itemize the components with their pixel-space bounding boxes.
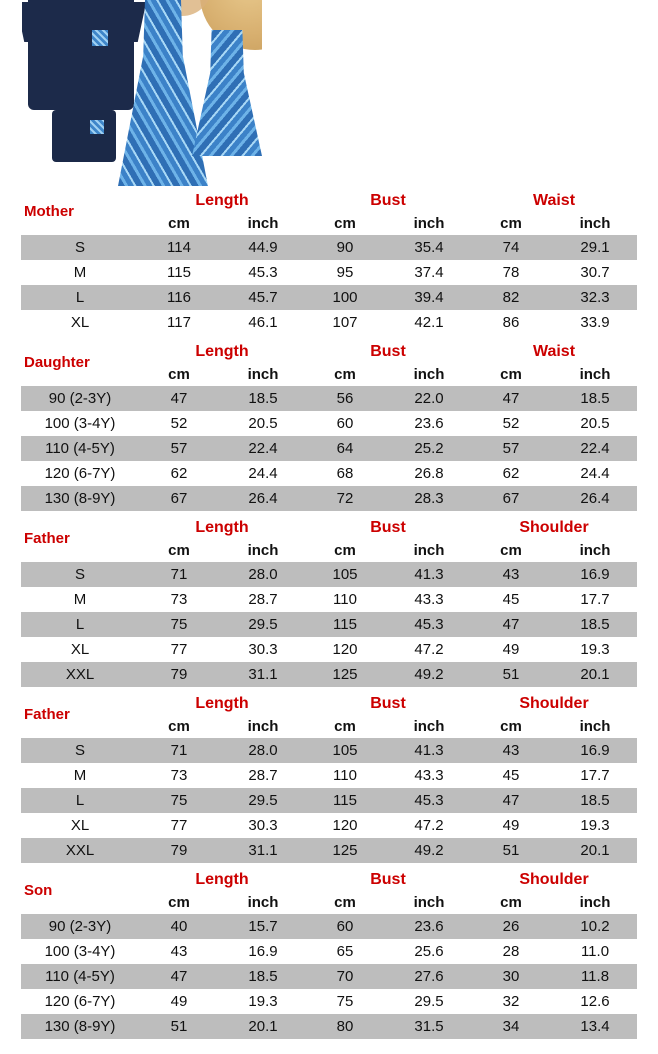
unit-header: inch — [413, 542, 445, 559]
measure-value: 42.1 — [414, 314, 444, 331]
size-label: L — [75, 792, 85, 809]
section-group-header — [0, 692, 658, 723]
measure-value: 24.4 — [580, 465, 610, 482]
section-title: Son — [24, 882, 53, 899]
measure-value: 29.5 — [248, 792, 278, 809]
measure-value: 35.4 — [414, 239, 444, 256]
measure-value: 116 — [167, 289, 191, 306]
measure-value: 95 — [336, 264, 354, 281]
tshirt-sleeve-right — [116, 2, 147, 42]
section-group-header — [0, 868, 658, 899]
measure-value: 11.8 — [580, 968, 610, 985]
section-group-header — [0, 189, 658, 220]
unit-header: cm — [168, 366, 190, 383]
measure-value: 25.6 — [414, 943, 444, 960]
measure-value: 41.3 — [414, 566, 444, 583]
measure-value: 120 — [332, 641, 358, 658]
measure-value: 29.5 — [248, 616, 278, 633]
unit-header: cm — [334, 542, 356, 559]
size-row — [21, 989, 637, 1014]
measure-value: 115 — [333, 792, 357, 809]
size-label: XL — [70, 641, 90, 658]
measure-value: 65 — [336, 943, 354, 960]
measure-value: 28.0 — [248, 742, 278, 759]
measure-value: 74 — [502, 239, 520, 256]
measure-value: 11.0 — [580, 943, 610, 960]
measure-value: 47.2 — [414, 817, 444, 834]
measure-value: 90 — [336, 239, 354, 256]
measure-value: 100 — [332, 289, 358, 306]
measure-value: 86 — [502, 314, 520, 331]
measure-value: 47 — [502, 792, 520, 809]
measure-value: 17.7 — [580, 591, 610, 608]
unit-header: cm — [500, 215, 522, 232]
measure-value: 51 — [502, 842, 520, 859]
son-tshirt-shape — [52, 110, 116, 162]
measure-value: 28.7 — [248, 767, 278, 784]
measure-value: 45 — [502, 591, 520, 608]
measure-value: 19.3 — [580, 641, 610, 658]
tshirt-pocket — [92, 30, 108, 46]
unit-header: inch — [579, 215, 611, 232]
size-row — [21, 386, 637, 411]
size-row — [21, 637, 637, 662]
measure-value: 23.6 — [414, 415, 444, 432]
size-label: M — [73, 264, 87, 281]
unit-header: inch — [579, 718, 611, 735]
size-section-0 — [0, 189, 658, 340]
measure-value: 26 — [502, 918, 520, 935]
measure-value: 18.5 — [580, 390, 610, 407]
measure-value: 43.3 — [414, 591, 444, 608]
measure-group-header: Shoulder — [519, 871, 589, 888]
size-row — [21, 813, 637, 838]
measure-value: 30.3 — [248, 641, 278, 658]
size-row — [21, 612, 637, 637]
measure-value: 79 — [170, 666, 188, 683]
size-label: 110 (4-5Y) — [45, 440, 115, 457]
measure-value: 110 — [333, 767, 357, 784]
measure-value: 75 — [170, 616, 188, 633]
measure-value: 32.3 — [580, 289, 610, 306]
measure-value: 34 — [502, 1018, 520, 1035]
size-section-4 — [0, 868, 658, 1044]
size-label: XL — [70, 817, 90, 834]
unit-header: cm — [168, 542, 190, 559]
measure-value: 79 — [170, 842, 188, 859]
unit-header: inch — [413, 718, 445, 735]
measure-value: 73 — [170, 591, 188, 608]
measure-group-header: Length — [195, 519, 249, 536]
measure-value: 52 — [502, 415, 520, 432]
measure-value: 45.3 — [414, 792, 444, 809]
size-row — [21, 838, 637, 863]
measure-value: 105 — [332, 742, 358, 759]
size-label: S — [74, 566, 85, 583]
unit-header: inch — [579, 542, 611, 559]
measure-value: 20.1 — [580, 666, 610, 683]
measure-value: 80 — [336, 1018, 354, 1035]
measure-value: 20.5 — [580, 415, 610, 432]
measure-value: 71 — [170, 742, 188, 759]
measure-value: 115 — [167, 264, 191, 281]
unit-header: cm — [334, 894, 356, 911]
measure-value: 32 — [502, 993, 520, 1010]
size-row — [21, 738, 637, 763]
measure-value: 22.4 — [248, 440, 278, 457]
measure-value: 13.4 — [580, 1018, 610, 1035]
measure-value: 43 — [170, 943, 188, 960]
measure-value: 26.8 — [414, 465, 444, 482]
measure-value: 56 — [336, 390, 354, 407]
size-row — [21, 1014, 637, 1039]
measure-value: 33.9 — [580, 314, 610, 331]
size-label: 90 (2-3Y) — [48, 918, 112, 935]
measure-value: 16.9 — [580, 742, 610, 759]
size-label: S — [74, 239, 85, 256]
unit-header: cm — [334, 366, 356, 383]
section-group-header — [0, 340, 658, 371]
measure-value: 49 — [170, 993, 188, 1010]
measure-value: 15.7 — [248, 918, 278, 935]
size-label: L — [75, 289, 85, 306]
measure-group-header: Bust — [370, 343, 406, 360]
measure-value: 18.5 — [580, 792, 610, 809]
measure-value: 43 — [502, 742, 520, 759]
measure-group-header: Shoulder — [519, 695, 589, 712]
size-row — [21, 310, 637, 335]
size-label: 100 (3-4Y) — [44, 415, 116, 432]
measure-value: 18.5 — [580, 616, 610, 633]
unit-header-row — [0, 213, 658, 235]
measure-value: 30 — [502, 968, 520, 985]
measure-group-header: Length — [195, 695, 249, 712]
tshirt-pocket — [90, 120, 104, 134]
measure-value: 78 — [502, 264, 520, 281]
measure-value: 45.3 — [248, 264, 278, 281]
measure-value: 28.3 — [414, 490, 444, 507]
size-row — [21, 235, 637, 260]
size-label: 90 (2-3Y) — [48, 390, 112, 407]
measure-value: 45.7 — [248, 289, 278, 306]
size-label: 110 (4-5Y) — [45, 968, 115, 985]
measure-value: 47 — [170, 968, 188, 985]
measure-value: 28.7 — [248, 591, 278, 608]
unit-header: inch — [413, 894, 445, 911]
measure-group-header: Length — [195, 871, 249, 888]
measure-value: 51 — [502, 666, 520, 683]
section-title: Father — [24, 706, 70, 723]
measure-value: 16.9 — [580, 566, 610, 583]
measure-value: 26.4 — [580, 490, 610, 507]
measure-value: 20.5 — [248, 415, 278, 432]
measure-value: 57 — [502, 440, 520, 457]
size-label: 130 (8-9Y) — [44, 490, 116, 507]
measure-value: 47.2 — [414, 641, 444, 658]
unit-header: cm — [168, 215, 190, 232]
measure-value: 125 — [332, 842, 358, 859]
measure-value: 28 — [502, 943, 520, 960]
measure-value: 25.2 — [414, 440, 444, 457]
measure-value: 41.3 — [414, 742, 444, 759]
measure-value: 30.3 — [248, 817, 278, 834]
measure-value: 115 — [333, 616, 357, 633]
measure-value: 52 — [170, 415, 188, 432]
measure-group-header: Bust — [370, 695, 406, 712]
size-section-3 — [0, 692, 658, 868]
size-label: XXL — [65, 842, 95, 859]
unit-header: inch — [413, 366, 445, 383]
measure-value: 47 — [502, 390, 520, 407]
measure-value: 47 — [502, 616, 520, 633]
measure-value: 72 — [336, 490, 354, 507]
measure-value: 31.1 — [248, 666, 278, 683]
unit-header: inch — [247, 366, 279, 383]
measure-value: 114 — [167, 239, 191, 256]
measure-value: 45.3 — [414, 616, 444, 633]
measure-value: 18.5 — [248, 390, 278, 407]
size-label: 120 (6-7Y) — [44, 465, 116, 482]
measure-value: 67 — [170, 490, 188, 507]
size-row — [21, 260, 637, 285]
measure-value: 23.6 — [414, 918, 444, 935]
measure-group-header: Shoulder — [519, 519, 589, 536]
measure-value: 20.1 — [248, 1018, 278, 1035]
size-chart — [0, 189, 658, 1044]
measure-value: 19.3 — [580, 817, 610, 834]
measure-value: 105 — [332, 566, 358, 583]
unit-header: cm — [500, 366, 522, 383]
measure-value: 27.6 — [414, 968, 444, 985]
measure-value: 43.3 — [414, 767, 444, 784]
measure-value: 49 — [502, 641, 520, 658]
measure-group-header: Bust — [370, 871, 406, 888]
measure-value: 31.1 — [248, 842, 278, 859]
measure-value: 49.2 — [414, 842, 444, 859]
unit-header: cm — [500, 542, 522, 559]
size-row — [21, 939, 637, 964]
size-label: 130 (8-9Y) — [44, 1018, 116, 1035]
measure-value: 47 — [170, 390, 188, 407]
size-row — [21, 411, 637, 436]
measure-value: 10.2 — [580, 918, 610, 935]
measure-value: 26.4 — [248, 490, 278, 507]
size-label: XXL — [65, 666, 95, 683]
measure-value: 68 — [336, 465, 354, 482]
measure-value: 77 — [170, 641, 188, 658]
unit-header: inch — [247, 894, 279, 911]
size-row — [21, 914, 637, 939]
unit-header-row — [0, 540, 658, 562]
unit-header-row — [0, 364, 658, 386]
size-label: 100 (3-4Y) — [44, 943, 116, 960]
measure-value: 77 — [170, 817, 188, 834]
measure-value: 107 — [332, 314, 358, 331]
section-title: Daughter — [24, 354, 90, 371]
measure-value: 62 — [502, 465, 520, 482]
measure-value: 120 — [332, 817, 358, 834]
measure-value: 12.6 — [580, 993, 610, 1010]
measure-value: 17.7 — [580, 767, 610, 784]
section-title: Mother — [24, 203, 74, 220]
measure-value: 70 — [336, 968, 354, 985]
product-photo — [22, 0, 262, 186]
size-label: M — [73, 767, 87, 784]
measure-value: 20.1 — [580, 842, 610, 859]
measure-value: 73 — [170, 767, 188, 784]
measure-value: 39.4 — [414, 289, 444, 306]
unit-header: inch — [579, 366, 611, 383]
measure-value: 71 — [170, 566, 188, 583]
unit-header: cm — [168, 894, 190, 911]
measure-value: 19.3 — [248, 993, 278, 1010]
section-group-header — [0, 516, 658, 547]
measure-value: 62 — [170, 465, 188, 482]
measure-value: 24.4 — [248, 465, 278, 482]
measure-group-header: Bust — [370, 192, 406, 209]
father-tshirt-shape — [28, 0, 134, 110]
unit-header: cm — [500, 894, 522, 911]
measure-value: 40 — [170, 918, 188, 935]
measure-value: 57 — [170, 440, 188, 457]
size-section-2 — [0, 516, 658, 692]
measure-value: 82 — [502, 289, 520, 306]
size-row — [21, 285, 637, 310]
measure-value: 37.4 — [414, 264, 444, 281]
measure-value: 28.0 — [248, 566, 278, 583]
measure-value: 46.1 — [248, 314, 278, 331]
section-title: Father — [24, 530, 70, 547]
size-label: 120 (6-7Y) — [44, 993, 116, 1010]
measure-value: 64 — [336, 440, 354, 457]
measure-group-header: Bust — [370, 519, 406, 536]
measure-value: 49 — [502, 817, 520, 834]
measure-group-header: Waist — [532, 343, 576, 360]
measure-value: 18.5 — [248, 968, 278, 985]
unit-header: inch — [247, 542, 279, 559]
measure-value: 22.4 — [580, 440, 610, 457]
measure-value: 117 — [167, 314, 191, 331]
size-row — [21, 461, 637, 486]
unit-header: inch — [247, 215, 279, 232]
measure-value: 125 — [332, 666, 358, 683]
size-label: S — [74, 742, 85, 759]
measure-value: 16.9 — [248, 943, 278, 960]
size-label: XL — [70, 314, 90, 331]
measure-value: 75 — [336, 993, 354, 1010]
unit-header-row — [0, 892, 658, 914]
measure-value: 43 — [502, 566, 520, 583]
size-row — [21, 587, 637, 612]
tshirt-sleeve-left — [22, 2, 46, 42]
unit-header: cm — [500, 718, 522, 735]
measure-group-header: Length — [195, 192, 249, 209]
size-row — [21, 788, 637, 813]
size-row — [21, 763, 637, 788]
measure-value: 67 — [502, 490, 520, 507]
size-row — [21, 436, 637, 461]
measure-value: 45 — [502, 767, 520, 784]
measure-value: 49.2 — [414, 666, 444, 683]
measure-value: 60 — [336, 415, 354, 432]
measure-group-header: Length — [195, 343, 249, 360]
measure-value: 29.1 — [580, 239, 610, 256]
unit-header: cm — [168, 718, 190, 735]
unit-header-row — [0, 716, 658, 738]
measure-group-header: Waist — [532, 192, 576, 209]
measure-value: 60 — [336, 918, 354, 935]
measure-value: 44.9 — [248, 239, 278, 256]
size-section-1 — [0, 340, 658, 516]
measure-value: 51 — [170, 1018, 188, 1035]
size-label: M — [73, 591, 87, 608]
measure-value: 110 — [333, 591, 357, 608]
measure-value: 22.0 — [414, 390, 444, 407]
size-row — [21, 662, 637, 687]
unit-header: cm — [334, 718, 356, 735]
size-row — [21, 486, 637, 511]
size-row — [21, 964, 637, 989]
measure-value: 29.5 — [414, 993, 444, 1010]
size-row — [21, 562, 637, 587]
measure-value: 31.5 — [414, 1018, 444, 1035]
unit-header: inch — [413, 215, 445, 232]
measure-value: 75 — [170, 792, 188, 809]
unit-header: cm — [334, 215, 356, 232]
unit-header: inch — [579, 894, 611, 911]
measure-value: 30.7 — [580, 264, 610, 281]
size-label: L — [75, 616, 85, 633]
unit-header: inch — [247, 718, 279, 735]
